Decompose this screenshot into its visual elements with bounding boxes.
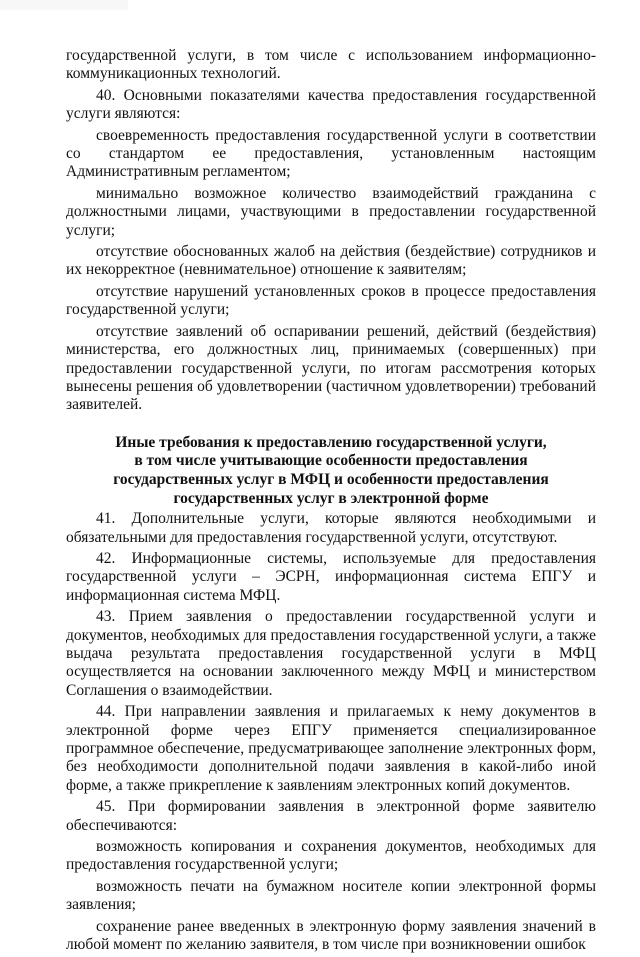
paragraph-43: 43. Прием заявления о предоставлении государственной услуги и документов, необходимых для предоставления государственной услуги, а также выдача результата предоставления государственной услуги в МФЦ осуществляется на основании заключенного между МФЦ и министерством Соглашения о взаимодействии. xyxy=(66,608,596,699)
heading-line: Иные требования к предоставлению государственной услуги, xyxy=(115,433,547,451)
list-item-no-disputes: отсутствие заявлений об оспаривании решений, действий (бездействия) министерства, его должностных лиц, принимаемых (совершенных) при предоставлении государственной услуги, по итогам рассмотрения которых вынесены решения об удовлетворении (частичном удовлетворении) требований заявителей. xyxy=(66,322,596,414)
paragraph-44: 44. При направлении заявления и прилагаемых к нему документов в электронной форме через ЕПГУ применяется специализированное программное обеспечение, предусматривающее заполнение электронных форм, без необходимости дополнительной подачи заявления в какой-либо иной форме, а также прикрепление к заявлениям электронных копий документов. xyxy=(66,703,596,794)
list-item-timeliness: своевременность предоставления государственной услуги в соответствии со стандартом ее предоставления, установленным настоящим Административным регламентом; xyxy=(66,126,596,181)
heading-line: в том числе учитывающие особенности предоставления xyxy=(134,452,528,470)
paragraph-42: 42. Информационные системы, используемые для предоставления государственной услуги – ЭСРН, информационная система ЕПГУ и информационная система МФЦ. xyxy=(66,549,596,604)
paragraph-45: 45. При формировании заявления в электронной форме заявителю обеспечиваются: xyxy=(66,798,596,834)
list-item-print: возможность печати на бумажном носителе копии электронной формы заявления; xyxy=(66,877,596,914)
document-page xyxy=(66,47,596,957)
scan-corner-artifact xyxy=(0,0,128,10)
list-item-no-complaints: отсутствие обоснованных жалоб на действия (бездействие) сотрудников и их некорректное (невнимательное) отношение к заявителям; xyxy=(66,243,596,279)
paragraph-continuation: государственной услуги, в том числе с использованием информационно-коммуникационных технологий. xyxy=(66,47,596,83)
heading-line: государственных услуг в электронной форме xyxy=(173,489,489,507)
heading-line: государственных услуг в МФЦ и особенности предоставления xyxy=(113,470,549,488)
list-item-min-interactions: минимально возможное количество взаимодействий гражданина с должностными лицами, участвующими в предоставлении государственной услуги; xyxy=(66,184,596,239)
section-heading xyxy=(66,434,596,508)
list-item-copy-save: возможность копирования и сохранения документов, необходимых для предоставления государственной услуги; xyxy=(66,838,596,874)
paragraph-40: 40. Основными показателями качества предоставления государственной услуги являются: xyxy=(66,86,596,123)
list-item-no-deadline-violations: отсутствие нарушений установленных сроков в процессе предоставления государственной услуги; xyxy=(66,282,596,319)
list-item-preserve-values: сохранение ранее введенных в электронную форму заявления значений в любой момент по желанию заявителя, в том числе при возникновении ошибок xyxy=(66,917,596,954)
paragraph-41: 41. Дополнительные услуги, которые являются необходимыми и обязательными для предоставления государственной услуги, отсутствуют. xyxy=(66,510,596,546)
